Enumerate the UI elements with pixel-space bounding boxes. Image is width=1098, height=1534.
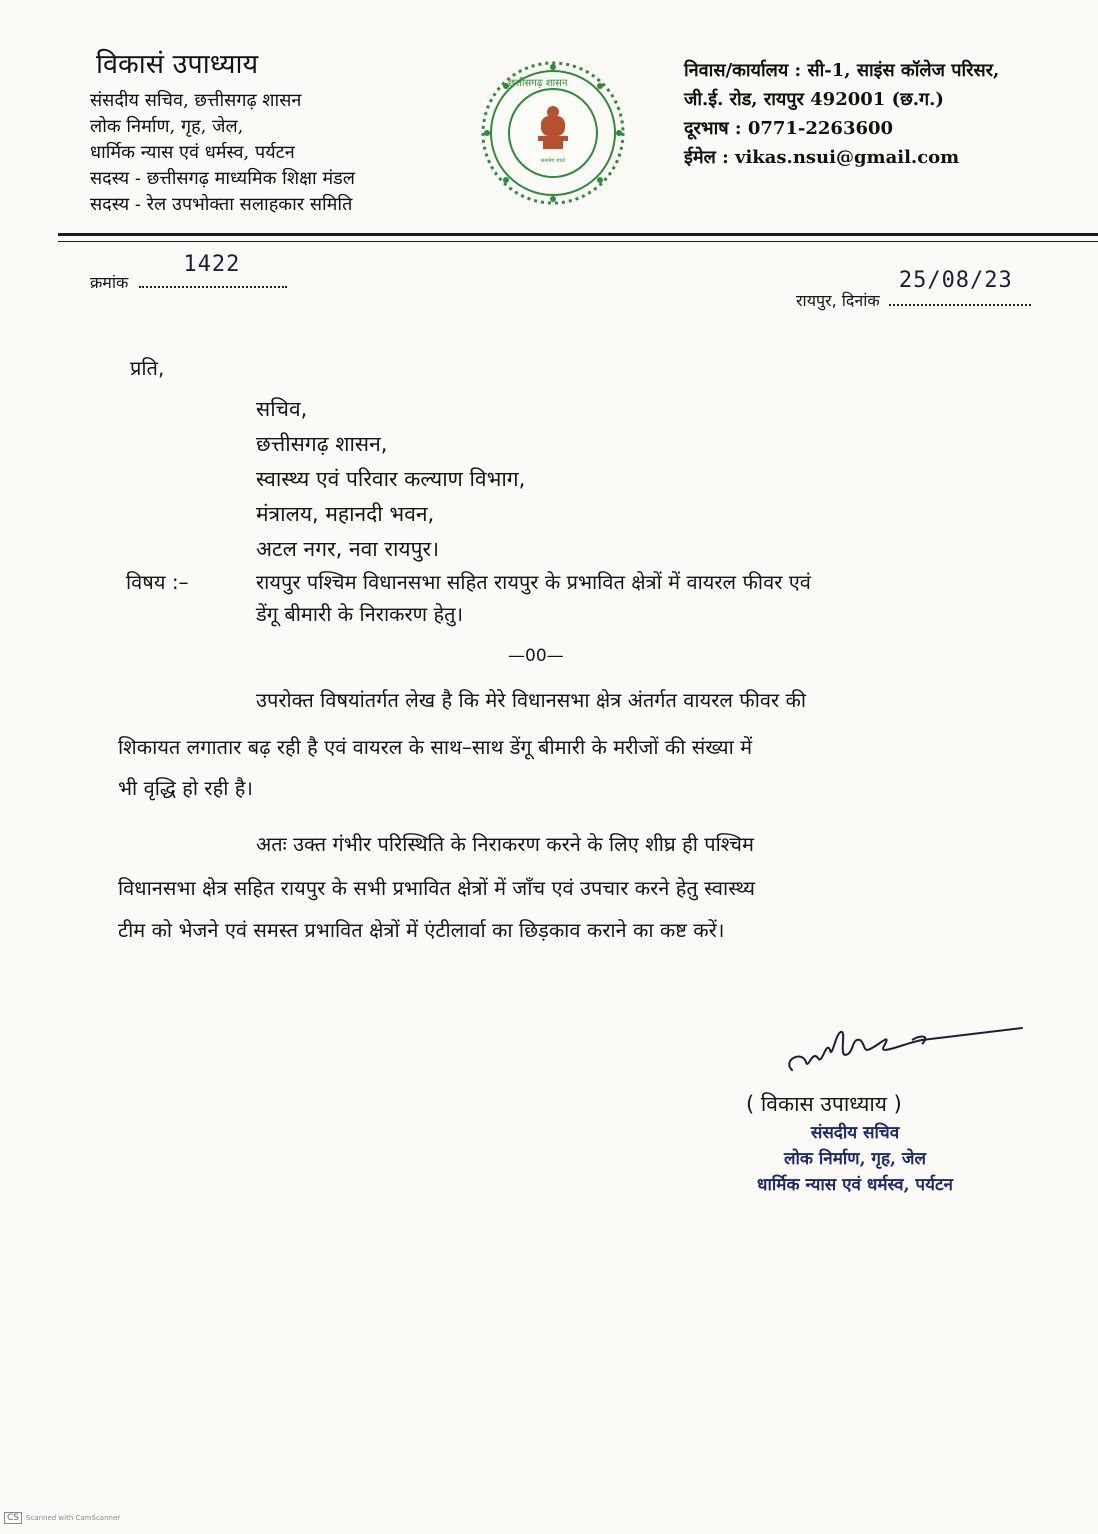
designation-line: सदस्य - छत्तीसगढ़ माध्यमिक शिक्षा मंडल [90,168,355,189]
paragraph-2-line: टीम को भेजने एवं समस्त प्रभावित क्षेत्रों में एंटीलार्वा का छिड़काव कराने का कष्ट करें। [118,918,725,942]
letterhead-name: विकासं उपाध्याय [96,49,259,80]
paragraph-1-line: शिकायत लगातार बढ़ रही है एवं वायरल के साथ–साथ डेंगू बीमारी के मरीजों की संख्या में [118,735,753,759]
email-line: ईमेल : vikas.nsui@gmail.com [684,147,960,168]
subject-text [256,566,811,630]
reference-value: 1422 [183,252,241,277]
paragraph-2-line: अतः उक्त गंभीर परिस्थिति के निराकरण करने के लिए शीघ्र ही पश्चिम [256,832,754,856]
date-label: रायपुर, दिनांक [796,291,880,310]
svg-text:सत्यमेव जयते: सत्यमेव जयते [540,158,566,164]
letterhead-divider-thin [58,241,1098,242]
paragraph-1-line: भी वृद्धि हो रही है। [118,776,253,800]
designation-line: सदस्य - रेल उपभोक्ता सलाहकार समिति [90,194,353,215]
scanner-watermark [4,1512,120,1524]
government-emblem-seal [478,58,628,208]
paragraph-1-line: उपरोक्त विषयांतर्गत लेख है कि मेरे विधानसभा क्षेत्र अंतर्गत वायरल फीवर की [256,688,807,712]
subject-line: रायपुर पश्चिम विधानसभा सहित रायपुर के प्रभावित क्षेत्रों में वायरल फीवर एवं [256,570,811,594]
reference-number [90,252,287,293]
emblem-text: छत्तीसगढ़ शासन [508,78,568,89]
stamp-line: लोक निर्माण, गृह, जेल [783,1149,926,1169]
address-line: निवास/कार्यालय : सी-1, साइंस कॉलेज परिसर, [684,60,1000,81]
stamp-line: संसदीय सचिव [810,1123,900,1143]
phone-line: दूरभाष : 0771-2263600 [684,118,894,139]
subject-line: डेंगू बीमारी के निराकरण हेतु। [256,602,464,626]
subject-label: विषय :– [126,570,189,594]
recipient-address [256,392,525,567]
scanner-text: Scanned with CamScanner [26,1514,121,1522]
signatory-name: ( विकास उपाध्याय ) [746,1092,902,1116]
letterhead-contact [684,56,999,172]
address-line: जी.ई. रोड, रायपुर 492001 (छ.ग.) [684,89,944,110]
reference-label: क्रमांक [90,273,129,292]
signature-stamp [724,1120,986,1198]
camscanner-logo: CS [4,1512,22,1524]
date-field [796,268,1031,311]
subject-separator: —00— [508,646,564,666]
recipient-line: सचिव, [256,397,308,421]
recipient-line: छत्तीसगढ़ शासन, [256,432,388,456]
designation-line: संसदीय सचिव, छत्तीसगढ़ शासन [90,90,302,111]
stamp-line: धार्मिक न्यास एवं धर्मस्व, पर्यटन [757,1175,953,1195]
recipient-prefix: प्रति, [130,356,165,380]
recipient-line: मंत्रालय, महानदी भवन, [256,502,435,526]
designation-line: धार्मिक न्यास एवं धर्मस्व, पर्यटन [90,142,295,163]
handwritten-signature [772,1010,1032,1090]
letterhead-designations [90,88,355,218]
recipient-line: अटल नगर, नवा रायपुर। [256,537,440,561]
paragraph-2-line: विधानसभा क्षेत्र सहित रायपुर के सभी प्रभावित क्षेत्रों में जाँच एवं उपचार करने हेतु स्वास्थ्य [118,876,755,900]
designation-line: लोक निर्माण, गृह, जेल, [90,116,244,137]
letterhead-divider [58,233,1098,236]
date-value: 25/08/23 [898,268,1013,293]
recipient-line: स्वास्थ्य एवं परिवार कल्याण विभाग, [256,467,526,491]
